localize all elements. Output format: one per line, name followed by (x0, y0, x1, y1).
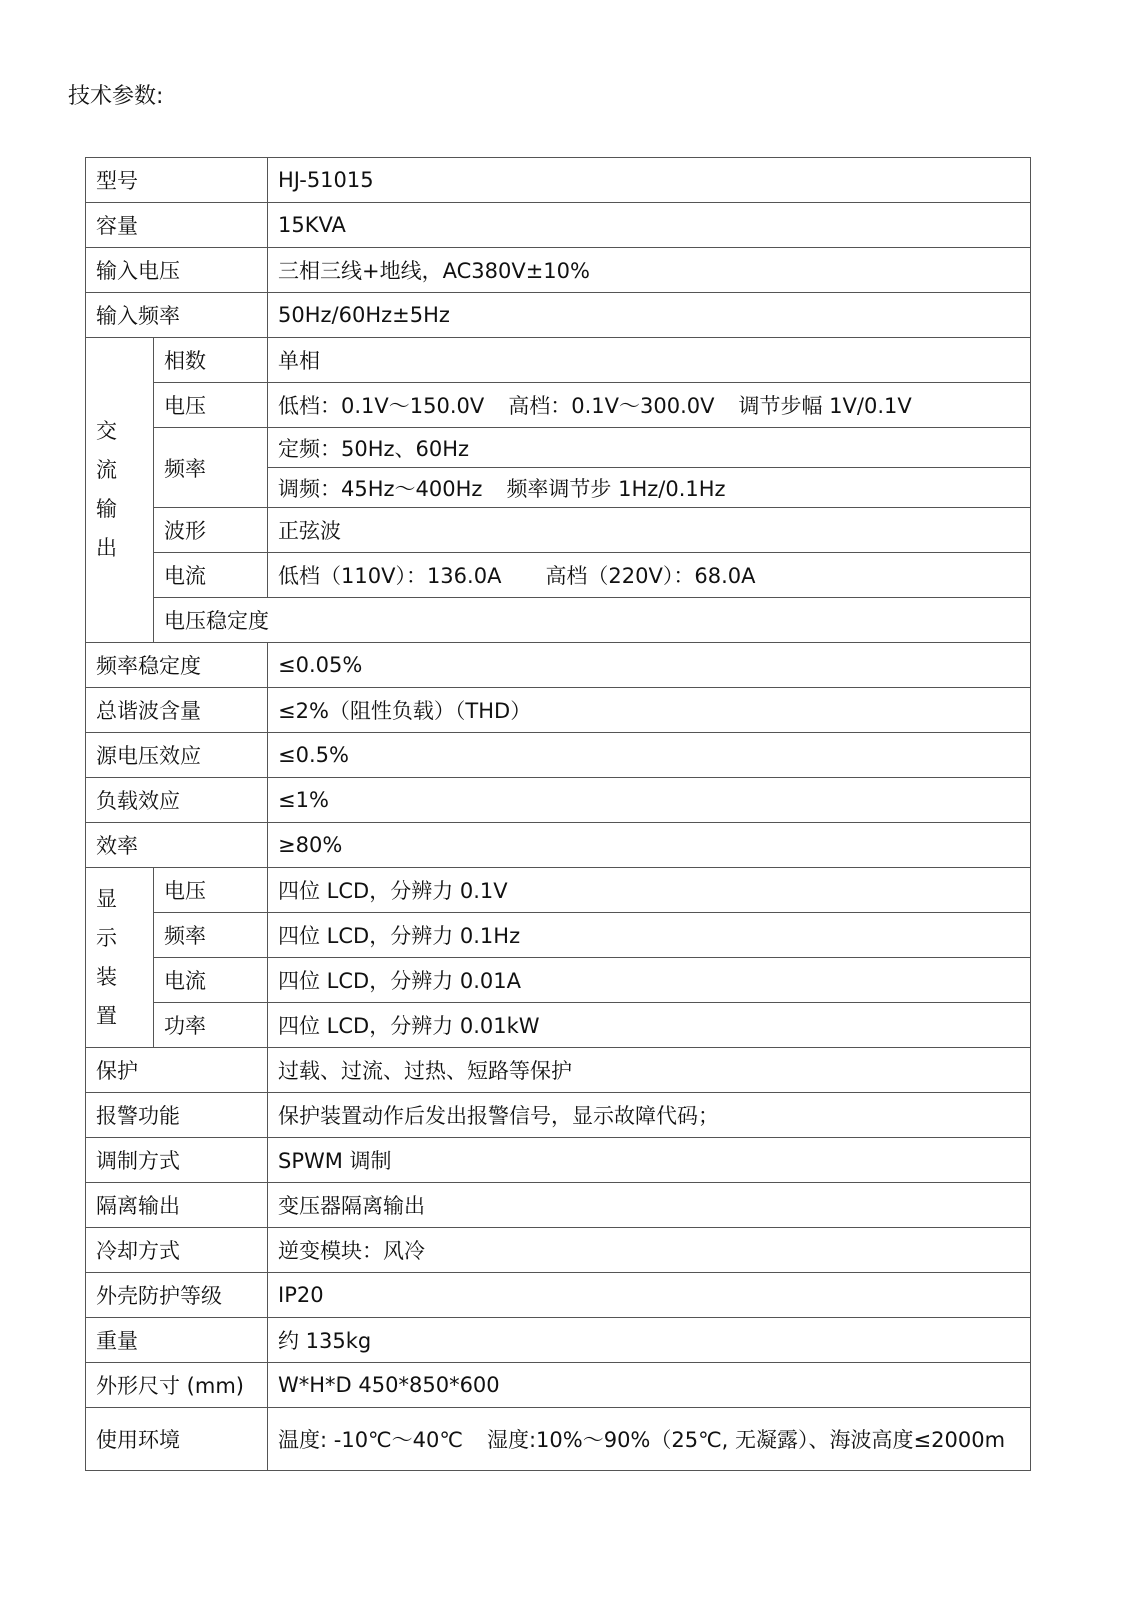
table-row (86, 1363, 1031, 1408)
table-row (86, 688, 1031, 733)
table-row (86, 1273, 1031, 1318)
row-value: HJ-51015 (268, 158, 1031, 203)
table-row (86, 1318, 1031, 1363)
sub-label: 电流 (154, 553, 268, 598)
table-row (86, 553, 1031, 598)
row-value: 四位 LCD，分辨力 0.1Hz (268, 913, 1031, 958)
row-value: 低档：0.1V～150.0V 高档：0.1V～300.0V 调节步幅 1V/0.1V (268, 383, 1031, 428)
table-row (86, 1408, 1031, 1471)
row-label: 外形尺寸 (mm) (86, 1363, 268, 1408)
table-row (86, 643, 1031, 688)
sub-label: 波形 (154, 508, 268, 553)
table-row (86, 778, 1031, 823)
row-label: 隔离输出 (86, 1183, 268, 1228)
row-value: ≤1% (268, 778, 1031, 823)
table-row (86, 1228, 1031, 1273)
sub-label: 频率 (154, 913, 268, 958)
ac-output-group-label: 交 流 输 出 (86, 338, 154, 643)
row-value: W*H*D 450*850*600 (268, 1363, 1031, 1408)
page-heading: 技术参数: (68, 84, 164, 109)
row-value: 50Hz/60Hz±5Hz (268, 293, 1031, 338)
table-row (86, 428, 1031, 468)
table-row (86, 338, 1031, 383)
row-label: 频率稳定度 (86, 643, 268, 688)
table-row (86, 958, 1031, 1003)
row-label: 型号 (86, 158, 268, 203)
table-row (86, 1048, 1031, 1093)
sub-label: 电流 (154, 958, 268, 1003)
row-value: 定频：50Hz、60Hz (268, 428, 1031, 468)
spec-table (85, 157, 1031, 1471)
table-row (86, 1183, 1031, 1228)
row-value: ≥80% (268, 823, 1031, 868)
row-label: 电压稳定度 (154, 598, 1031, 643)
table-row (86, 868, 1031, 913)
row-label: 输入频率 (86, 293, 268, 338)
row-label: 效率 (86, 823, 268, 868)
table-row (86, 383, 1031, 428)
row-label: 外壳防护等级 (86, 1273, 268, 1318)
row-value: 正弦波 (268, 508, 1031, 553)
row-value: 三相三线+地线，AC380V±10% (268, 248, 1031, 293)
row-value: 15KVA (268, 203, 1031, 248)
sub-label: 电压 (154, 868, 268, 913)
row-value: 单相 (268, 338, 1031, 383)
row-value: IP20 (268, 1273, 1031, 1318)
table-row (86, 733, 1031, 778)
sub-label: 功率 (154, 1003, 268, 1048)
table-row (86, 158, 1031, 203)
row-label: 冷却方式 (86, 1228, 268, 1273)
row-value: 变压器隔离输出 (268, 1183, 1031, 1228)
row-value: SPWM 调制 (268, 1138, 1031, 1183)
table-row (86, 913, 1031, 958)
row-value: 低档（110V）：136.0A 高档（220V）：68.0A (268, 553, 1031, 598)
row-label: 容量 (86, 203, 268, 248)
row-label: 保护 (86, 1048, 268, 1093)
row-value: ≤0.05% (268, 643, 1031, 688)
table-row (86, 1093, 1031, 1138)
row-value: 调频：45Hz～400Hz 频率调节步 1Hz/0.1Hz (268, 468, 1031, 508)
row-label: 调制方式 (86, 1138, 268, 1183)
row-value: 保护装置动作后发出报警信号，显示故障代码； (268, 1093, 1031, 1138)
table-row (86, 248, 1031, 293)
row-label: 源电压效应 (86, 733, 268, 778)
row-value: 四位 LCD，分辨力 0.01kW (268, 1003, 1031, 1048)
row-label: 报警功能 (86, 1093, 268, 1138)
sub-label: 频率 (154, 428, 268, 508)
row-value: 温度: -10℃～40℃ 湿度:10%～90%（25℃, 无凝露）、海波高度≤2000m (268, 1408, 1031, 1471)
table-row (86, 508, 1031, 553)
row-value: ≤2%（阻性负载）（THD） (268, 688, 1031, 733)
table-row (86, 203, 1031, 248)
table-row (86, 823, 1031, 868)
row-label: 总谐波含量 (86, 688, 268, 733)
table-row (86, 598, 1031, 643)
row-value: 过载、过流、过热、短路等保护 (268, 1048, 1031, 1093)
sub-label: 电压 (154, 383, 268, 428)
row-value: 四位 LCD，分辨力 0.1V (268, 868, 1031, 913)
sub-label: 相数 (154, 338, 268, 383)
row-label: 负载效应 (86, 778, 268, 823)
row-label: 重量 (86, 1318, 268, 1363)
display-group-label: 显 示 装 置 (86, 868, 154, 1048)
row-value: ≤0.5% (268, 733, 1031, 778)
row-value: 逆变模块：风冷 (268, 1228, 1031, 1273)
table-row (86, 1138, 1031, 1183)
table-row (86, 293, 1031, 338)
row-label: 使用环境 (86, 1408, 268, 1471)
table-row (86, 1003, 1031, 1048)
row-value: 四位 LCD，分辨力 0.01A (268, 958, 1031, 1003)
row-label: 输入电压 (86, 248, 268, 293)
row-value: 约 135kg (268, 1318, 1031, 1363)
